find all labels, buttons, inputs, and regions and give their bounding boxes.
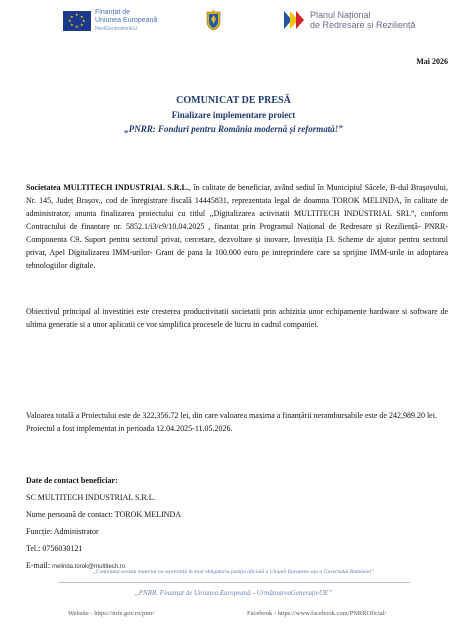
eu-logo-line2: Uniunea Europeană — [95, 17, 158, 24]
pnrr-logo-line1: Planul Național — [310, 10, 371, 20]
romania-coat-of-arms-icon — [205, 9, 222, 31]
footer-slogan: „PNRR. Finanțat de Uniunea Europeană - UrmătoareaGenerațieUE” — [134, 589, 333, 597]
contact-email-link[interactable]: melinda.torok@multitech.ro — [52, 564, 126, 570]
eu-logo-text — [95, 9, 157, 33]
contact-email-label: E-mail: — [26, 561, 50, 570]
eu-logo-line1: Finanțat de — [95, 9, 131, 16]
project-subtitle: Finalizare implementare proiect — [171, 110, 296, 120]
website-link[interactable]: Website - https://mfe.gov.ro/pnrr/ — [68, 610, 155, 617]
pnrr-logo — [282, 9, 416, 31]
pnrr-logo-text — [310, 10, 416, 30]
pnrr-logo-line2: de Redresare și Reziliență — [310, 20, 416, 30]
contact-person: Nume persoană de contact: TOROK MELINDA — [26, 510, 181, 519]
eu-disclaimer: „Conținutul acestui material nu reprezintă în mod obligatoriu poziția oficială a Uniunii Europene sau a Guvernului României” — [92, 569, 375, 575]
eu-funding-logo — [63, 9, 157, 33]
pnrr-tagline: „PNRR: Fonduri pentru România modernă și reformată!” — [124, 124, 343, 134]
footer-divider — [58, 582, 410, 583]
contact-heading: Date de contact beneficiar: — [26, 476, 118, 485]
beneficiary-name: Societatea MULTITECH INDUSTRIAL S.R.L. — [26, 183, 189, 192]
eu-flag-icon: ★ ★ ★ ★ ★ ★ ★ ★ — [63, 11, 91, 31]
communique-title: COMUNICAT DE PRESĂ — [176, 95, 291, 106]
contact-phone: Tel.: 0756030121 — [26, 544, 83, 553]
eu-logo-line3: NextGenerationEU — [95, 26, 137, 32]
contact-company: SC MULTITECH INDUSTRIAL S.R.L. — [26, 493, 156, 502]
project-value: Valoarea totală a Proiectului este de 322,356.72 lei, din care valoarea maxima a finanțării nerambursabile este de 242,989.20 lei. — [26, 411, 437, 420]
beneficiary-paragraph — [26, 181, 448, 272]
objective-paragraph: Obiectivul principal al investitiei este cresterea productivitatii societatii prin achizitia unor echipamente hardware si software de ultima generatie si a unor aplicatii ce vor simplifica procesele de lucru in cadrul companiei. — [26, 307, 448, 329]
pnrr-arrows-icon — [282, 9, 306, 31]
value-paragraph — [26, 409, 448, 435]
release-date: Mai 2026 — [416, 57, 448, 66]
facebook-link[interactable]: Facebook - https://www.facebook.com/PNRROficial/ — [247, 610, 387, 617]
contact-block — [26, 472, 181, 576]
beneficiary-details: , în calitate de beneficiar, având sediul în Municipiul Săcele, B-dul Brașovului, Nr. 145, Județ Brașov., cod de înregistrare fiscală 14445831, reprezentata legal de doamna TOROK MELINDA, în calitate de administrator, anunta finalizarea proiectului cu titlul ,,Digitalizarea activitatii MULTITECH INDUSTRIAL SRL”, conform Contractului de finantare nr. 5852.1/i3/c9/10.04.2025 , finantat prin Programul Național de Redresare și Reziliență- PNRR- Componenta C9. Suport pentru sectorul privat, cercetare, dezvoltare și inovare, Investiția I3. Scheme de ajutor pentru sectorul privat, Apel Digitalizarea IMM-urilor- Grant de pana la 100.000 euro pe intreprindere care sa sprijine IMM-urile in adoptarea tehnologiilor digitale. — [26, 183, 449, 270]
contact-role: Funcție: Administrator — [26, 527, 99, 536]
implementation-period: Proiectul a fost implementat in perioada 12.04.2025-11.05.2026. — [26, 424, 233, 433]
